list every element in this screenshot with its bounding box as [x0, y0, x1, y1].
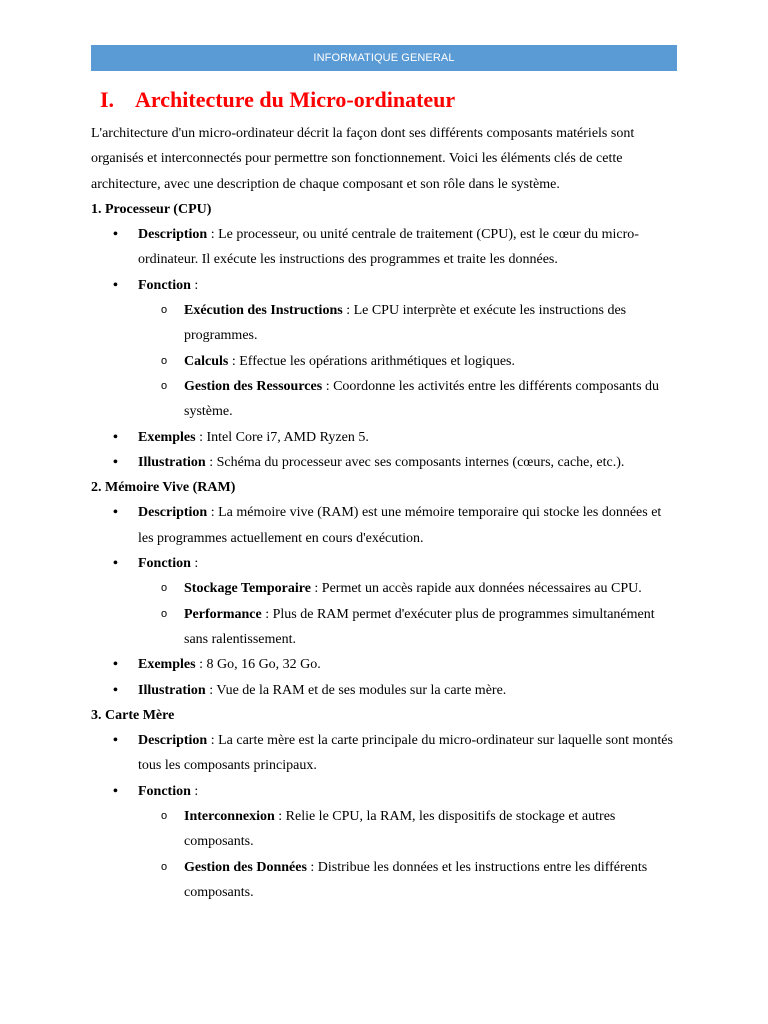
circle-bullet-icon: o — [161, 810, 168, 823]
chapter-number: I. — [100, 87, 115, 112]
list-item-description — [91, 222, 677, 273]
item-label: Fonction — [138, 783, 191, 799]
circle-bullet-icon: o — [161, 582, 168, 595]
list-item-fonction — [91, 779, 677, 804]
sub-item-label: Calculs — [184, 353, 229, 369]
item-text: : — [190, 783, 199, 799]
sub-item-label: Gestion des Données — [184, 859, 307, 875]
item-text: : — [190, 277, 199, 293]
circle-bullet-icon: o — [161, 607, 168, 620]
item-label: Description — [138, 505, 208, 521]
bullet-icon: • — [113, 429, 118, 445]
item-text: : La carte mère est la carte principale du micro-ordinateur sur laquelle sont montés tous les composants principaux. — [138, 733, 673, 774]
bullet-icon: • — [113, 505, 118, 521]
list-item-illustration — [91, 450, 677, 475]
item-label: Fonction — [138, 277, 191, 293]
item-label: Description — [138, 733, 208, 749]
item-text: : Vue de la RAM et de ses modules sur la carte mère. — [205, 682, 507, 698]
circle-bullet-icon: o — [161, 304, 168, 317]
item-label: Description — [138, 227, 208, 243]
bullet-icon: • — [113, 277, 118, 293]
list-item-fonction — [91, 551, 677, 576]
sub-list-item — [91, 298, 677, 349]
bullet-icon: • — [113, 733, 118, 749]
section-cpu — [91, 197, 677, 475]
sub-item-label: Interconnexion — [184, 809, 275, 825]
sub-list-item — [91, 602, 677, 653]
sub-item-label: Stockage Temporaire — [184, 581, 311, 597]
sub-list-item — [91, 374, 677, 425]
sub-item-label: Gestion des Ressources — [184, 378, 323, 394]
item-label: Illustration — [138, 682, 206, 698]
item-text: : Schéma du processeur avec ses composants internes (cœurs, cache, etc.). — [205, 454, 625, 470]
sub-item-text: : Effectue les opérations arithmétiques et logiques. — [228, 353, 516, 369]
item-label: Fonction — [138, 556, 191, 572]
list-item-exemples — [91, 652, 677, 677]
bullet-icon: • — [113, 657, 118, 673]
document-body — [91, 121, 677, 905]
chapter-title-text: Architecture du Micro-ordinateur — [135, 87, 456, 112]
list-item-description — [91, 728, 677, 779]
list-item-description — [91, 500, 677, 551]
section-motherboard — [91, 703, 677, 905]
bullet-icon: • — [113, 227, 118, 243]
chapter-title — [91, 85, 677, 115]
bullet-icon: • — [113, 454, 118, 470]
sub-list-item — [91, 349, 677, 374]
bullet-icon: • — [113, 783, 118, 799]
sub-item-text: : Plus de RAM permet d'exécuter plus de programmes simultanément sans ralentissement. — [184, 606, 655, 647]
sub-list-item — [91, 855, 677, 906]
list-item-fonction — [91, 273, 677, 298]
bullet-icon: • — [113, 556, 118, 572]
item-text: : — [190, 556, 199, 572]
item-text: : Le processeur, ou unité centrale de traitement (CPU), est le cœur du micro-ordinateur. Il exécute les instructions des programmes et traite les données. — [138, 227, 639, 268]
circle-bullet-icon: o — [161, 379, 168, 392]
sub-list-item — [91, 576, 677, 601]
document-page — [91, 45, 677, 905]
intro-paragraph: L'architecture d'un micro-ordinateur décrit la façon dont ses différents composants matériels sont organisés et interconnectés pour permettre son fonctionnement. Voici les éléments clés de cette architecture, avec une description de chaque composant et son rôle dans le système. — [91, 126, 635, 192]
sub-item-label: Exécution des Instructions — [184, 303, 343, 319]
item-text: : 8 Go, 16 Go, 32 Go. — [195, 657, 321, 673]
item-label: Illustration — [138, 454, 206, 470]
section-title: 2. Mémoire Vive (RAM) — [91, 480, 236, 496]
list-item-illustration — [91, 678, 677, 703]
sub-item-text: : Permet un accès rapide aux données nécessaires au CPU. — [310, 581, 642, 597]
sub-list-item — [91, 804, 677, 855]
sub-item-text: : Le CPU interprète et exécute les instructions des programmes. — [184, 303, 627, 344]
bullet-icon: • — [113, 682, 118, 698]
sub-item-label: Performance — [184, 606, 262, 622]
circle-bullet-icon: o — [161, 354, 168, 367]
section-title: 3. Carte Mère — [91, 707, 175, 723]
circle-bullet-icon: o — [161, 860, 168, 873]
sub-item-text: : Coordonne les activités entre les différents composants du système. — [184, 378, 660, 420]
item-text: : Intel Core i7, AMD Ryzen 5. — [195, 429, 369, 445]
section-title: 1. Processeur (CPU) — [91, 201, 212, 217]
item-text: : La mémoire vive (RAM) est une mémoire temporaire qui stocke les données et les programmes actuellement en cours d'exécution. — [138, 505, 662, 546]
list-item-exemples — [91, 425, 677, 450]
sub-item-text: : Relie le CPU, la RAM, les dispositifs de stockage et autres composants. — [184, 809, 616, 850]
section-ram — [91, 475, 677, 703]
document-header: INFORMATIQUE GENERAL — [91, 45, 677, 71]
sub-item-text: : Distribue les données et les instructions entre les différents composants. — [184, 859, 648, 900]
item-label: Exemples — [138, 657, 196, 673]
item-label: Exemples — [138, 429, 196, 445]
